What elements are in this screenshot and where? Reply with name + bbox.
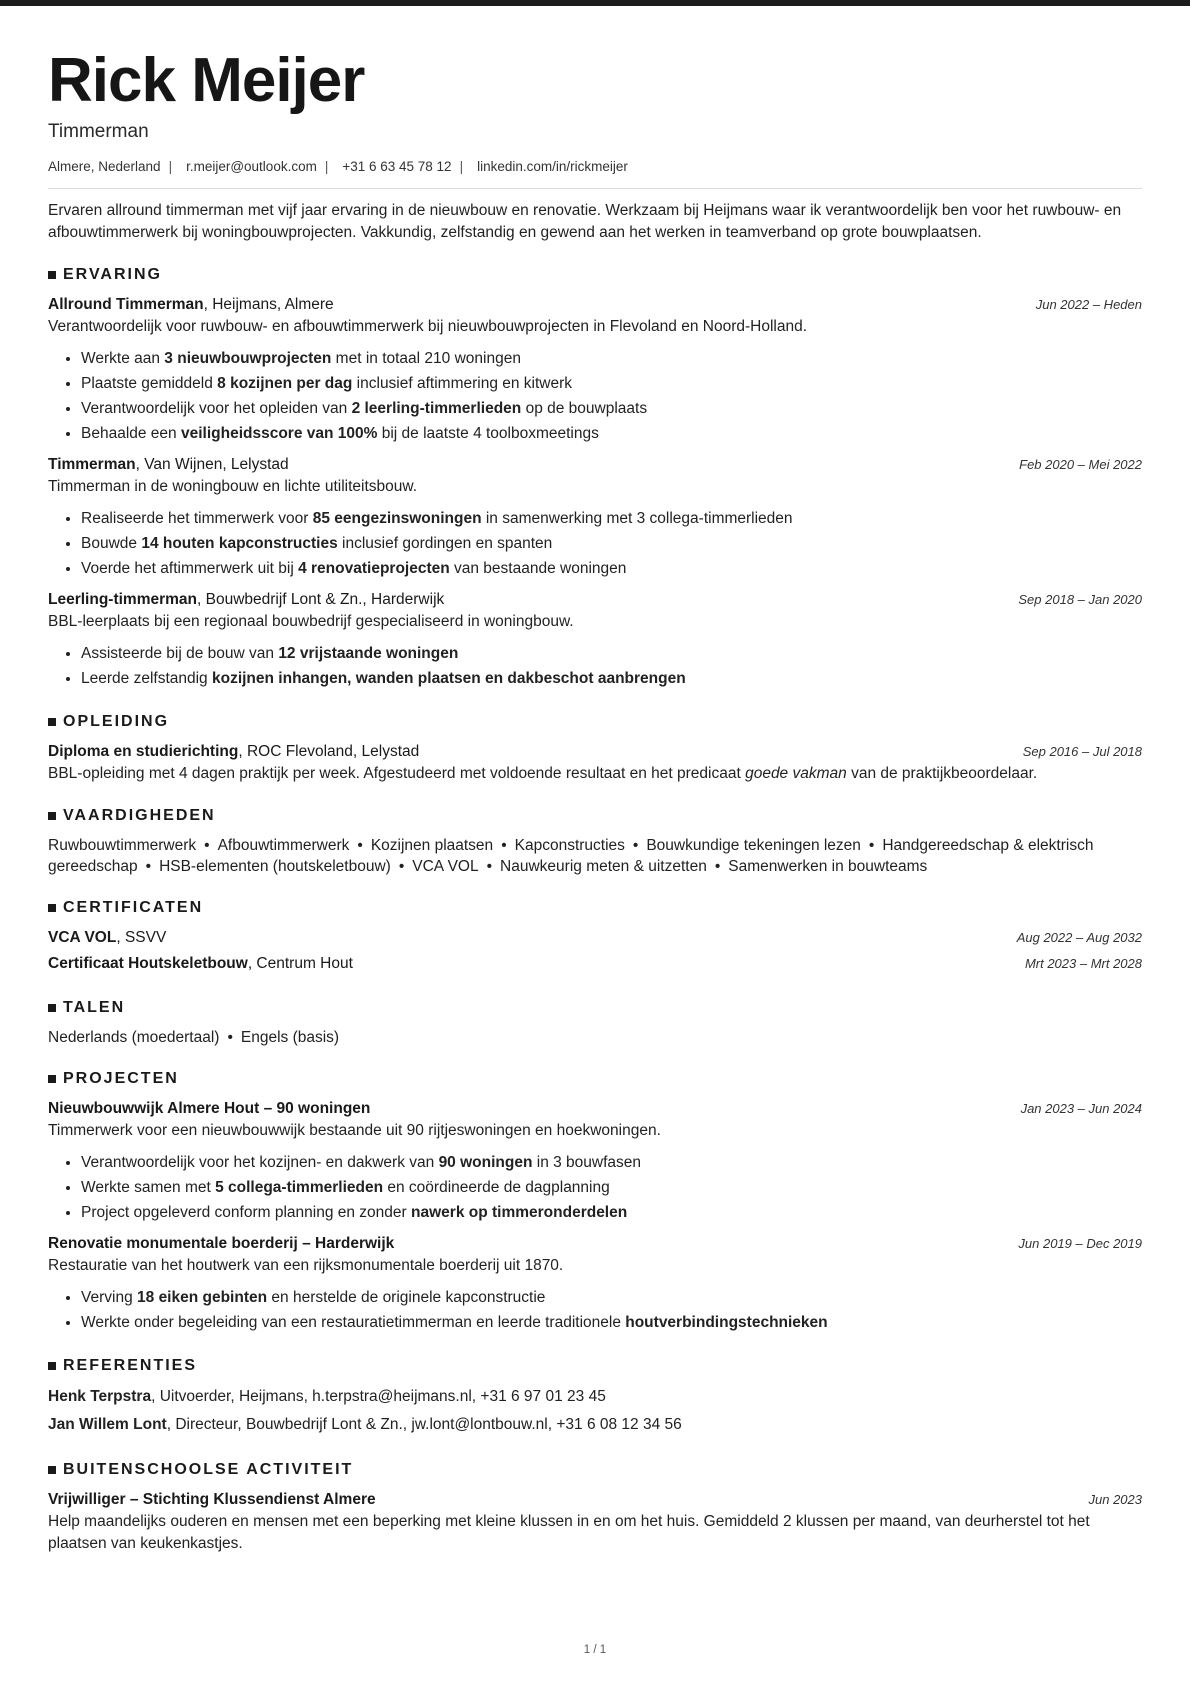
certificate-title: VCA VOL	[48, 929, 117, 946]
education-school: , ROC Flevoland, Lelystad	[238, 743, 420, 760]
experience-entry	[48, 589, 1142, 691]
certificate-date: Aug 2022 – Aug 2032	[1016, 930, 1142, 945]
section-square-icon	[48, 812, 56, 820]
section-heading-certificates	[48, 897, 1142, 919]
reference-item: Henk Terpstra, Uitvoerder, Heijmans, h.terpstra@heijmans.nl, +31 6 97 01 23 45	[48, 1388, 606, 1405]
job-bullets	[48, 641, 1142, 691]
certificate-entry	[48, 925, 1142, 977]
bullet-item: • Verantwoordelijk voor het kozijnen- en dakwerk van 90 woningen in 3 bouwfasen	[81, 1150, 1142, 1175]
skill-item: Ruwbouwtimmerwerk	[48, 837, 197, 854]
languages-list: Nederlands (moedertaal) • Engels (basis)	[48, 1029, 340, 1046]
activity-title: Vrijwilliger – Stichting Klussendienst Almere	[48, 1491, 376, 1508]
language-item: Nederlands (moedertaal)	[48, 1029, 220, 1046]
bullet-item: • Assisteerde bij de bouw van 12 vrijstaande woningen	[81, 641, 1142, 666]
section-heading-references	[48, 1355, 1142, 1377]
education-title: Diploma en studierichting	[48, 743, 239, 760]
top-border-bar	[0, 0, 1190, 6]
skills-list: Ruwbouwtimmerwerk • Afbouwtimmerwerk • Kozijnen plaatsen • Kapconstructies • Bouwkundige tekeningen lezen • Handgereedschap & elektrisch gereedschap • HSB-elementen (houtskeletbouw) • VCA VOL • Nauwkeurig meten & uitzetten • Samenwerken in bouwteams	[48, 837, 1094, 875]
job-employer: , Bouwbedrijf Lont & Zn., Harderwijk	[197, 591, 445, 608]
language-item: Engels (basis)	[240, 1029, 340, 1046]
skill-item: Afbouwtimmerwerk	[217, 837, 350, 854]
experience-entry	[48, 294, 1142, 446]
skill-item: Nauwkeurig meten & uitzetten	[500, 858, 707, 875]
skill-item: Kozijnen plaatsen	[370, 837, 494, 854]
job-description: Verantwoordelijk voor ruwbouw- en afbouwtimmerwerk bij nieuwbouwprojecten in Flevoland en Noord-Holland.	[48, 318, 808, 335]
experience-entry	[48, 454, 1142, 581]
section-heading-education	[48, 711, 1142, 733]
project-entry	[48, 1233, 1142, 1335]
profile-summary: Ervaren allround timmerman met vijf jaar ervaring in de nieuwbouw en renovatie. Werkzaam bij Heijmans waar ik verantwoordelijk ben voor het ruwbouw- en afbouwtimmerwerk bij woningbouwprojecten. Vakkundig, zelfstandig en gewend aan het werken in teamverband op grote bouwplaatsen.	[48, 202, 1122, 241]
bullet-item: • Leerde zelfstandig kozijnen inhangen, wanden plaatsen en dakbeschot aanbrengen	[81, 666, 1142, 691]
job-date: Jun 2022 – Heden	[1035, 297, 1142, 312]
bullet-item: • Werkte samen met 5 collega-timmerlieden en coördineerde de dagplanning	[81, 1175, 1142, 1200]
project-bullets	[48, 1285, 1142, 1335]
bullet-item: • Behaalde een veiligheidsscore van 100% bij de laatste 4 toolboxmeetings	[81, 421, 1142, 446]
section-heading-skills	[48, 805, 1142, 827]
bullet-item: • Werkte onder begeleiding van een restauratietimmerman en leerde traditionele houtverbindingstechnieken	[81, 1310, 1142, 1335]
references-list	[48, 1383, 1142, 1439]
bullet-item: • Bouwde 14 houten kapconstructies inclusief gordingen en spanten	[81, 531, 1142, 556]
section-square-icon	[48, 718, 56, 726]
project-title: Renovatie monumentale boerderij – Harderwijk	[48, 1235, 395, 1252]
skill-item: Bouwkundige tekeningen lezen	[646, 837, 861, 854]
contact-separator: |	[459, 159, 464, 174]
bullet-item: • Plaatste gemiddeld 8 kozijnen per dag inclusief aftimmering en kitwerk	[81, 371, 1142, 396]
section-title: BUITENSCHOOLSE ACTIVITEIT	[63, 1461, 354, 1478]
section-heading-activities	[48, 1459, 1142, 1481]
contact-location: Almere, Nederland	[48, 159, 161, 174]
section-heading-languages	[48, 997, 1142, 1019]
section-title: REFERENTIES	[63, 1357, 198, 1374]
candidate-role: Timmerman	[48, 121, 149, 142]
job-date: Feb 2020 – Mei 2022	[1019, 457, 1142, 472]
job-description: Timmerman in de woningbouw en lichte utiliteitsbouw.	[48, 478, 418, 495]
section-square-icon	[48, 904, 56, 912]
candidate-name: Rick Meijer	[48, 46, 365, 115]
project-bullets	[48, 1150, 1142, 1225]
project-date: Jun 2019 – Dec 2019	[1018, 1236, 1142, 1251]
section-square-icon	[48, 1362, 56, 1370]
section-square-icon	[48, 271, 56, 279]
job-employer: , Heijmans, Almere	[203, 296, 334, 313]
job-bullets	[48, 506, 1142, 581]
contact-linkedin[interactable]: linkedin.com/in/rickmeijer	[477, 159, 628, 174]
activity-date: Jun 2023	[1088, 1492, 1142, 1507]
education-description: BBL-opleiding met 4 dagen praktijk per week. Afgestudeerd met voldoende resultaat en het predicaat goede vakman van de praktijkbeoordelaar.	[48, 765, 1038, 782]
skill-item: VCA VOL	[412, 858, 479, 875]
section-title: TALEN	[63, 999, 126, 1016]
reference-item: Jan Willem Lont, Directeur, Bouwbedrijf Lont & Zn., jw.lont@lontbouw.nl, +31 6 08 12 34 56	[48, 1416, 682, 1433]
job-title: Allround Timmerman	[48, 296, 204, 313]
resume-page	[48, 44, 1142, 1555]
project-entry	[48, 1098, 1142, 1225]
job-title: Timmerman	[48, 456, 136, 473]
skill-item: HSB-elementen (houtskeletbouw)	[159, 858, 391, 875]
certificate-date: Mrt 2023 – Mrt 2028	[1024, 956, 1142, 971]
section-square-icon	[48, 1075, 56, 1083]
section-title: PROJECTEN	[63, 1070, 179, 1087]
section-heading-projects	[48, 1068, 1142, 1090]
section-title: OPLEIDING	[63, 713, 170, 730]
bullet-item: • Verving 18 eiken gebinten en herstelde de originele kapconstructie	[81, 1285, 1142, 1310]
header-divider	[48, 188, 1142, 189]
contact-phone[interactable]: +31 6 63 45 78 12	[342, 159, 452, 174]
section-square-icon	[48, 1466, 56, 1474]
section-square-icon	[48, 1004, 56, 1012]
job-description: BBL-leerplaats bij een regionaal bouwbedrijf gespecialiseerd in woningbouw.	[48, 613, 574, 630]
project-date: Jan 2023 – Jun 2024	[1020, 1101, 1142, 1116]
section-title: ERVARING	[63, 266, 162, 283]
certificate-issuer: , SSVV	[116, 929, 167, 946]
activity-description: Help maandelijks ouderen en mensen met een beperking met kleine klussen in en om het huis. Gemiddeld 2 klussen per maand, van deurherstel tot het plaatsen van keukenkastjes.	[48, 1513, 1090, 1552]
project-description: Timmerwerk voor een nieuwbouwwijk bestaande uit 90 rijtjeswoningen en hoekwoningen.	[48, 1122, 661, 1139]
section-title: CERTIFICATEN	[63, 899, 204, 916]
contact-separator: |	[324, 159, 329, 174]
job-date: Sep 2018 – Jan 2020	[1018, 592, 1142, 607]
contact-separator: |	[168, 159, 173, 174]
skill-item: Kapconstructies	[514, 837, 625, 854]
bullet-item: • Verantwoordelijk voor het opleiden van 2 leerling-timmerlieden op de bouwplaats	[81, 396, 1142, 421]
bullet-item: • Voerde het aftimmerwerk uit bij 4 renovatieprojecten van bestaande woningen	[81, 556, 1142, 581]
bullet-item: • Werkte aan 3 nieuwbouwprojecten met in totaal 210 woningen	[81, 346, 1142, 371]
section-heading-experience	[48, 264, 1142, 286]
education-entry	[48, 741, 1142, 785]
contact-email[interactable]: r.meijer@outlook.com	[186, 159, 317, 174]
job-bullets	[48, 346, 1142, 446]
contact-line	[48, 158, 1142, 176]
skill-item: Handgereedschap & elektrisch gereedschap	[48, 837, 1094, 875]
project-description: Restauratie van het houtwerk van een rijksmonumentale boerderij uit 1870.	[48, 1257, 564, 1274]
section-title: VAARDIGHEDEN	[63, 807, 216, 824]
education-date: Sep 2016 – Jul 2018	[1022, 744, 1142, 759]
activity-entry	[48, 1489, 1142, 1555]
project-title: Nieuwbouwwijk Almere Hout – 90 woningen	[48, 1100, 371, 1117]
skill-item: Samenwerken in bouwteams	[728, 858, 928, 875]
certificate-title: Certificaat Houtskeletbouw	[48, 955, 248, 972]
bullet-item: • Project opgeleverd conform planning en zonder nawerk op timmeronderdelen	[81, 1200, 1142, 1225]
bullet-item: • Realiseerde het timmerwerk voor 85 eengezinswoningen in samenwerking met 3 collega-timmerlieden	[81, 506, 1142, 531]
page-number: 1 / 1	[583, 1644, 607, 1656]
job-employer: , Van Wijnen, Lelystad	[135, 456, 289, 473]
certificate-issuer: , Centrum Hout	[247, 955, 353, 972]
job-title: Leerling-timmerman	[48, 591, 198, 608]
